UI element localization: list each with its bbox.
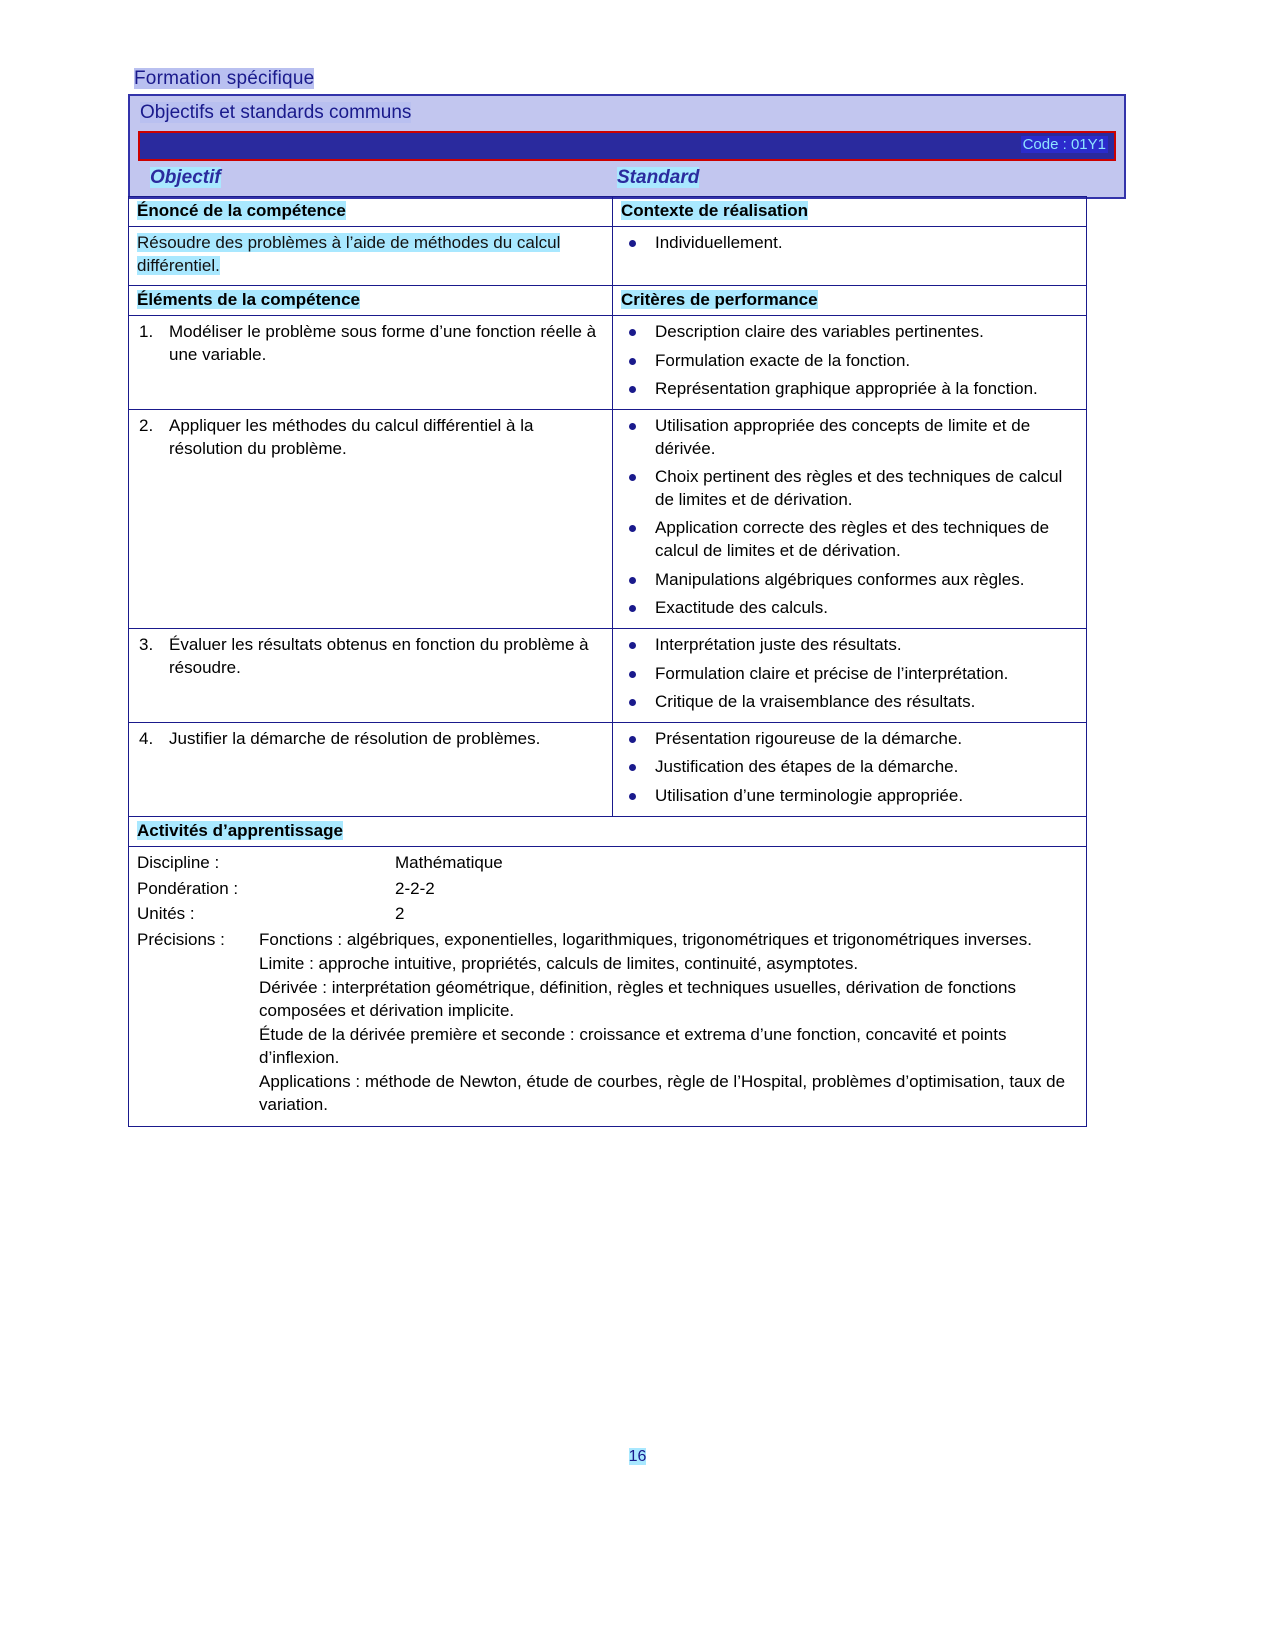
activite-ponderation	[137, 878, 1078, 901]
precision-text-3: Étude de la dérivée première et seconde : croissance et extrema d’une fonction, concavité et points d’inflexion.	[259, 1025, 1007, 1068]
list-item	[621, 466, 1078, 511]
criteria-list-1	[621, 321, 1078, 401]
code-number: 01Y1	[1070, 136, 1106, 153]
criteria-4-1: Justification des étapes de la démarche.	[655, 757, 959, 777]
element-text-4: Justifier la démarche de résolution de problèmes.	[169, 728, 541, 748]
element-number-4: 4.	[139, 728, 154, 748]
criteria-3-1: Formulation claire et précise de l’interprétation.	[655, 663, 1009, 683]
code-value	[1021, 136, 1108, 153]
precision-item	[259, 1024, 1078, 1070]
criteria-2-3: Manipulations algébriques conformes aux règles.	[655, 569, 1025, 589]
table-row-headers-enonce	[129, 197, 1087, 227]
table-row-headers-elements	[129, 286, 1087, 316]
element-cell-4	[129, 722, 613, 816]
criteria-2-0: Utilisation appropriée des concepts de limite et de dérivée.	[655, 416, 1031, 458]
precision-text-1: Limite : approche intuitive, propriétés, calculs de limites, continuité, asymptotes.	[259, 954, 859, 974]
activite-discipline-value-text: Mathématique	[395, 852, 503, 872]
element-text-3: Évaluer les résultats obtenus en fonction du problème à résoudre.	[169, 634, 589, 677]
element-text-1: Modéliser le problème sous forme d’une fonction réelle à une variable.	[169, 322, 597, 364]
activite-unites-value-text: 2	[395, 904, 405, 924]
list-item	[137, 415, 604, 460]
activite-discipline-label-text: Discipline :	[137, 852, 220, 872]
contexte-item-0: Individuellement.	[655, 233, 783, 252]
precision-item	[259, 953, 1078, 976]
element-list-4	[137, 728, 604, 751]
precisions-body	[259, 929, 1078, 1118]
precision-text-4: Applications : méthode de Newton, étude de courbes, règle de l’Hospital, problèmes d’optimisation, taux de variation.	[259, 1072, 1066, 1114]
criteria-3-0: Interprétation juste des résultats.	[655, 634, 902, 654]
activite-discipline-label	[137, 852, 395, 875]
element-list-2	[137, 415, 604, 460]
precision-text-2: Dérivée : interprétation géométrique, définition, règles et techniques usuelles, dérivation de fonctions composées et dérivation implicite.	[259, 978, 1016, 1021]
list-item	[621, 634, 1078, 657]
activites-cell	[129, 846, 1087, 1126]
list-item	[137, 634, 604, 679]
element-number-2: 2.	[139, 416, 154, 436]
code-label: Code :	[1022, 136, 1067, 153]
competency-table	[128, 196, 1087, 1127]
list-item	[621, 785, 1078, 808]
table-row	[129, 316, 1087, 410]
precision-text-0: Fonctions : algébriques, exponentielles, logarithmiques, trigonométriques et trigonométriques inverses.	[259, 930, 1032, 950]
precisions-label	[137, 929, 259, 1118]
objectif-heading	[138, 167, 617, 189]
activite-discipline-value	[395, 852, 1078, 875]
contexte-header-cell	[613, 197, 1087, 227]
criteres-header-cell	[613, 286, 1087, 316]
criteria-2-4: Exactitude des calculs.	[655, 598, 828, 618]
activite-unites-value	[395, 903, 1078, 926]
criteria-4-0: Présentation rigoureuse de la démarche.	[655, 728, 963, 748]
objectif-standard-row	[138, 167, 1116, 189]
element-cell-1	[129, 316, 613, 410]
element-number-1: 1.	[139, 322, 154, 342]
list-item	[137, 321, 604, 366]
table-row-activites-header	[129, 816, 1087, 846]
activite-ponderation-label	[137, 878, 395, 901]
criteria-3-2: Critique de la vraisemblance des résultats.	[655, 692, 976, 712]
activite-ponderation-value-text: 2-2-2	[395, 878, 435, 898]
criteria-cell-4	[613, 722, 1087, 816]
precisions-block	[137, 929, 1078, 1118]
enonce-text: Résoudre des problèmes à l’aide de méthodes du calcul différentiel.	[137, 233, 561, 275]
list-item	[621, 663, 1078, 686]
elements-header-cell	[129, 286, 613, 316]
activite-discipline	[137, 852, 1078, 875]
code-bar	[138, 131, 1116, 161]
document-header	[128, 68, 1126, 199]
criteria-list-2	[621, 415, 1078, 620]
element-cell-2	[129, 410, 613, 629]
activite-unites-label	[137, 903, 395, 926]
precision-item	[259, 1071, 1078, 1117]
table-row-activites	[129, 846, 1087, 1126]
contexte-header-text: Contexte de réalisation	[621, 201, 809, 220]
list-item	[621, 569, 1078, 592]
activite-ponderation-label-text: Pondération :	[137, 878, 239, 898]
enonce-header-cell	[129, 197, 613, 227]
activites-header-cell	[129, 816, 1087, 846]
list-item	[621, 415, 1078, 460]
list-item	[621, 232, 1078, 255]
list-item	[621, 517, 1078, 562]
criteres-header-text: Critères de performance	[621, 290, 818, 310]
criteria-1-0: Description claire des variables pertinentes.	[655, 322, 984, 342]
element-list-3	[137, 634, 604, 679]
header-line-formation-text: Formation spécifique	[134, 68, 315, 89]
criteria-2-2: Application correcte des règles et des techniques de calcul de limites et de dérivation.	[655, 518, 1050, 561]
criteria-cell-1	[613, 316, 1087, 410]
criteria-cell-2	[613, 410, 1087, 629]
list-item	[621, 728, 1078, 751]
activite-unites	[137, 903, 1078, 926]
activite-ponderation-value	[395, 878, 1078, 901]
list-item	[621, 597, 1078, 620]
element-cell-3	[129, 628, 613, 722]
element-number-3: 3.	[139, 634, 154, 654]
criteria-1-2: Représentation graphique appropriée à la fonction.	[655, 379, 1038, 399]
precisions-label-text: Précisions :	[137, 930, 225, 950]
list-item	[621, 378, 1078, 401]
activite-unites-label-text: Unités :	[137, 904, 195, 924]
criteria-2-1: Choix pertinent des règles et des techniques de calcul de limites et de dérivation.	[655, 467, 1063, 509]
precision-item	[259, 929, 1078, 952]
header-line-objectifs-text: Objectifs et standards communs	[140, 102, 412, 123]
standard-heading-text: Standard	[617, 167, 700, 188]
table-row	[129, 628, 1087, 722]
enonce-cell	[129, 227, 613, 286]
header-line-formation	[128, 68, 1126, 90]
list-item	[137, 728, 604, 751]
list-item	[621, 756, 1078, 779]
page-number: 16	[628, 1448, 647, 1465]
criteria-cell-3	[613, 628, 1087, 722]
standard-heading	[617, 167, 699, 189]
criteria-list-3	[621, 634, 1078, 714]
header-box	[128, 94, 1126, 199]
list-item	[621, 691, 1078, 714]
header-line-objectifs	[138, 102, 1116, 124]
elements-header-text: Éléments de la compétence	[137, 290, 360, 310]
list-item	[621, 321, 1078, 344]
list-item	[621, 350, 1078, 373]
table-row	[129, 722, 1087, 816]
objectif-heading-text: Objectif	[150, 167, 221, 188]
precision-item	[259, 977, 1078, 1023]
activites-header-text: Activités d’apprentissage	[137, 820, 343, 840]
table-row	[129, 410, 1087, 629]
contexte-list	[621, 232, 1078, 255]
contexte-cell	[613, 227, 1087, 286]
element-text-2: Appliquer les méthodes du calcul différentiel à la résolution du problème.	[169, 416, 534, 458]
criteria-4-2: Utilisation d’une terminologie appropriée.	[655, 785, 964, 805]
criteria-list-4	[621, 728, 1078, 808]
criteria-1-1: Formulation exacte de la fonction.	[655, 350, 911, 370]
element-list-1	[137, 321, 604, 366]
page-footer	[0, 1448, 1275, 1466]
table-row-enonce	[129, 227, 1087, 286]
enonce-header-text: Énoncé de la compétence	[137, 201, 346, 220]
